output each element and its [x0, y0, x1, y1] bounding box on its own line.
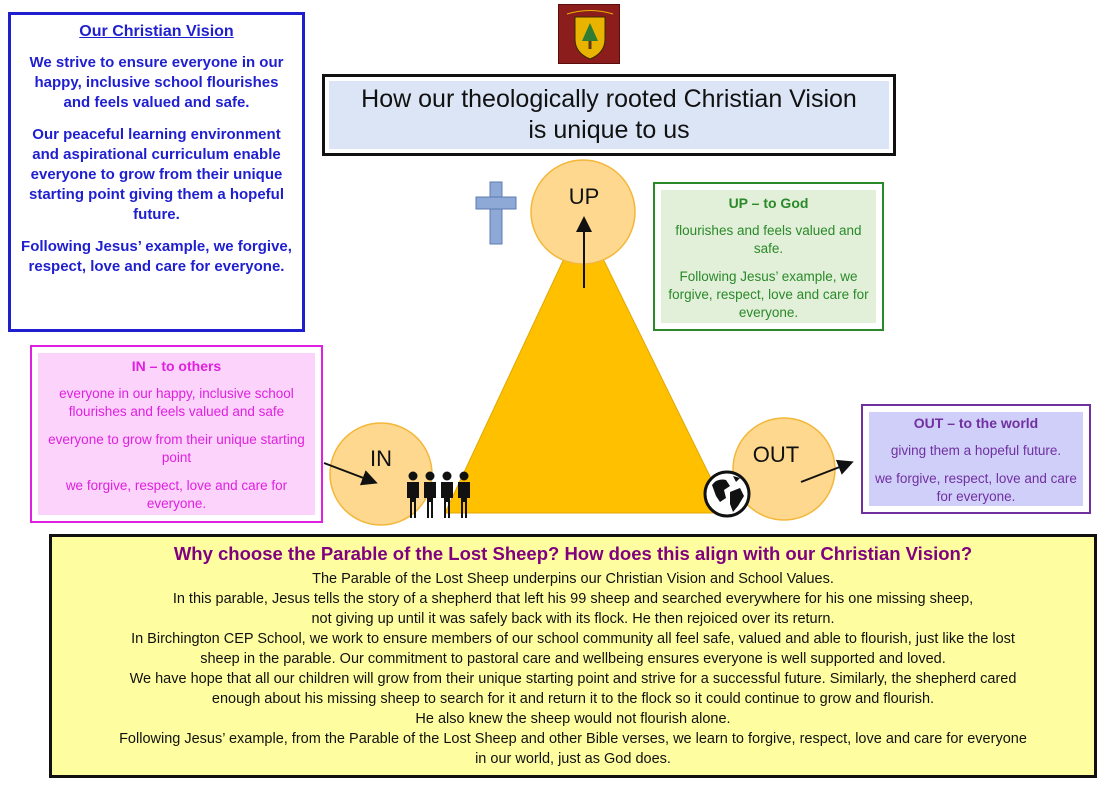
vision-paragraph: Our peaceful learning environment and aspirational curriculum enable everyone to grow from their unique starting point giving them a hopeful future.	[29, 126, 284, 223]
out-to-world-box	[861, 404, 1091, 514]
cross-icon	[476, 182, 516, 244]
up-box-heading: UP – to God	[728, 195, 809, 211]
parable-line: In Birchington CEP School, we work to ensure members of our school community all feel safe, valued and able to flourish, just like the lost	[131, 631, 1015, 647]
in-to-others-box	[30, 345, 323, 523]
in-box-paragraph: we forgive, respect, love and care for everyone.	[65, 478, 288, 511]
up-box-paragraph: flourishes and feels valued and safe.	[675, 223, 862, 256]
parable-line: He also knew the sheep would not flourish alone.	[415, 711, 731, 727]
parable-line: The Parable of the Lost Sheep underpins our Christian Vision and School Values.	[312, 571, 834, 587]
out-box-heading: OUT – to the world	[913, 415, 1039, 431]
title-line: How our theologically rooted Christian Vision	[361, 85, 857, 113]
out-box-paragraph: giving them a hopeful future.	[890, 443, 1062, 458]
parable-line: In this parable, Jesus tells the story of a shepherd that left his 99 sheep and searched everywhere for his one missing sheep,	[172, 591, 974, 607]
title-line: is unique to us	[528, 116, 690, 144]
parable-heading: Why choose the Parable of the Lost Sheep? How does this align with our Christian Vision?	[173, 543, 973, 564]
vision-paragraph: Following Jesus’ example, we forgive, respect, love and care for everyone.	[21, 238, 292, 275]
vision-paragraph: We strive to ensure everyone in our happy, inclusive school flourishes and feels valued and safe.	[29, 54, 284, 111]
up-box-paragraph: Following Jesus’ example, we forgive, respect, love and care for everyone.	[668, 269, 869, 320]
in-box-paragraph: everyone to grow from their unique starting point	[48, 432, 305, 465]
parable-line: sheep in the parable. Our commitment to pastoral care and wellbeing ensures everyone is well supported and loved.	[200, 651, 946, 667]
parable-box	[49, 534, 1097, 778]
parable-line: enough about his missing sheep to search for it and return it to the flock so it could continue to grow and flourish.	[211, 691, 935, 707]
up-label: UP	[568, 184, 600, 209]
out-label: OUT	[752, 442, 800, 467]
up-to-god-box	[653, 182, 884, 331]
parable-line: not giving up until it was safely back with its flock. He then rejoiced over its return.	[311, 611, 835, 627]
parable-line: Following Jesus’ example, from the Parable of the Lost Sheep and other Bible verses, we learn to forgive, respect, love and care for everyone	[119, 731, 1027, 747]
out-box-paragraph: we forgive, respect, love and care for everyone.	[875, 471, 1077, 504]
in-box-heading: IN – to others	[131, 358, 222, 374]
vision-title: Our Christian Vision	[79, 23, 234, 40]
parable-body	[62, 569, 1084, 769]
out-circle	[733, 418, 835, 520]
in-box-paragraph: everyone in our happy, inclusive school flourishes and feels valued and safe	[59, 386, 294, 419]
parable-line: in our world, just as God does.	[475, 751, 671, 767]
in-label: IN	[370, 446, 392, 471]
globe-icon	[705, 472, 749, 516]
parable-line: We have hope that all our children will grow from their unique starting point and strive for a successful future. Similarly, the shepherd cared	[129, 671, 1017, 687]
